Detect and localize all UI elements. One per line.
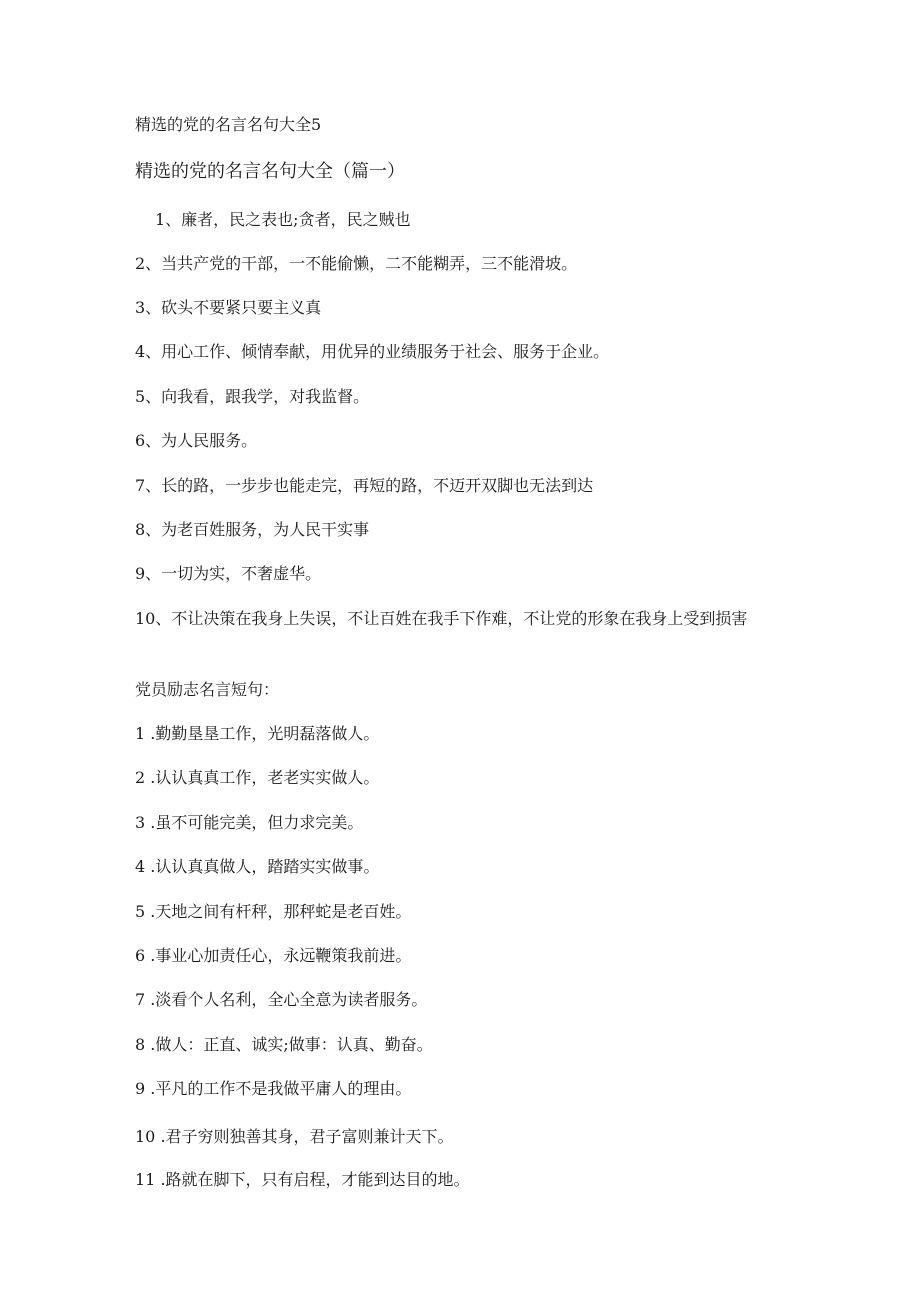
motto-item: 2 .认认真真工作，老老实实做人。 <box>135 768 380 787</box>
quote-item: 9、一切为实，不奢虚华。 <box>135 564 322 583</box>
motto-item: 6 .事业心加责任心，永远鞭策我前进。 <box>135 946 412 965</box>
section-heading: 精选的党的名言名句大全（篇一） <box>135 161 405 182</box>
motto-item: 10 .君子穷则独善其身，君子富则兼计天下。 <box>135 1127 454 1146</box>
motto-item: 5 .天地之间有杆秤，那秤蛇是老百姓。 <box>135 902 412 921</box>
motto-item: 3 .虽不可能完美，但力求完美。 <box>135 813 364 832</box>
motto-item: 9 .平凡的工作不是我做平庸人的理由。 <box>135 1079 412 1098</box>
quote-item: 8、为老百姓服务，为人民干实事 <box>135 520 370 539</box>
subheading: 党员励志名言短句： <box>135 680 280 699</box>
document-title: 精选的党的名言名句大全5 <box>135 115 322 134</box>
quote-item: 5、向我看，跟我学，对我监督。 <box>135 387 370 406</box>
motto-item: 4 .认认真真做人，踏踏实实做事。 <box>135 857 380 876</box>
quote-item: 10、不让决策在我身上失误，不让百姓在我手下作难，不让党的形象在我身上受到损害 <box>135 609 748 628</box>
quote-item: 3、砍头不要紧只要主义真 <box>135 298 322 317</box>
quote-item: 6、为人民服务。 <box>135 431 258 450</box>
quote-item: 2、当共产党的干部，一不能偷懒，二不能糊弄，三不能滑坡。 <box>135 254 578 273</box>
motto-item: 1 .勤勤垦垦工作，光明磊落做人。 <box>135 724 380 743</box>
quote-item: 4、用心工作、倾情奉献，用优异的业绩服务于社会、服务于企业。 <box>135 342 610 361</box>
quote-item: 1、廉者，民之表也;贪者，民之贼也 <box>155 210 411 229</box>
motto-item: 11 .路就在脚下，只有启程，才能到达目的地。 <box>135 1170 470 1189</box>
motto-item: 7 .淡看个人名利，全心全意为读者服务。 <box>135 990 428 1009</box>
quote-item: 7、长的路，一步步也能走完，再短的路，不迈开双脚也无法到达 <box>135 476 594 495</box>
motto-item: 8 .做人：正直、诚实;做事：认真、勤奋。 <box>135 1035 433 1054</box>
